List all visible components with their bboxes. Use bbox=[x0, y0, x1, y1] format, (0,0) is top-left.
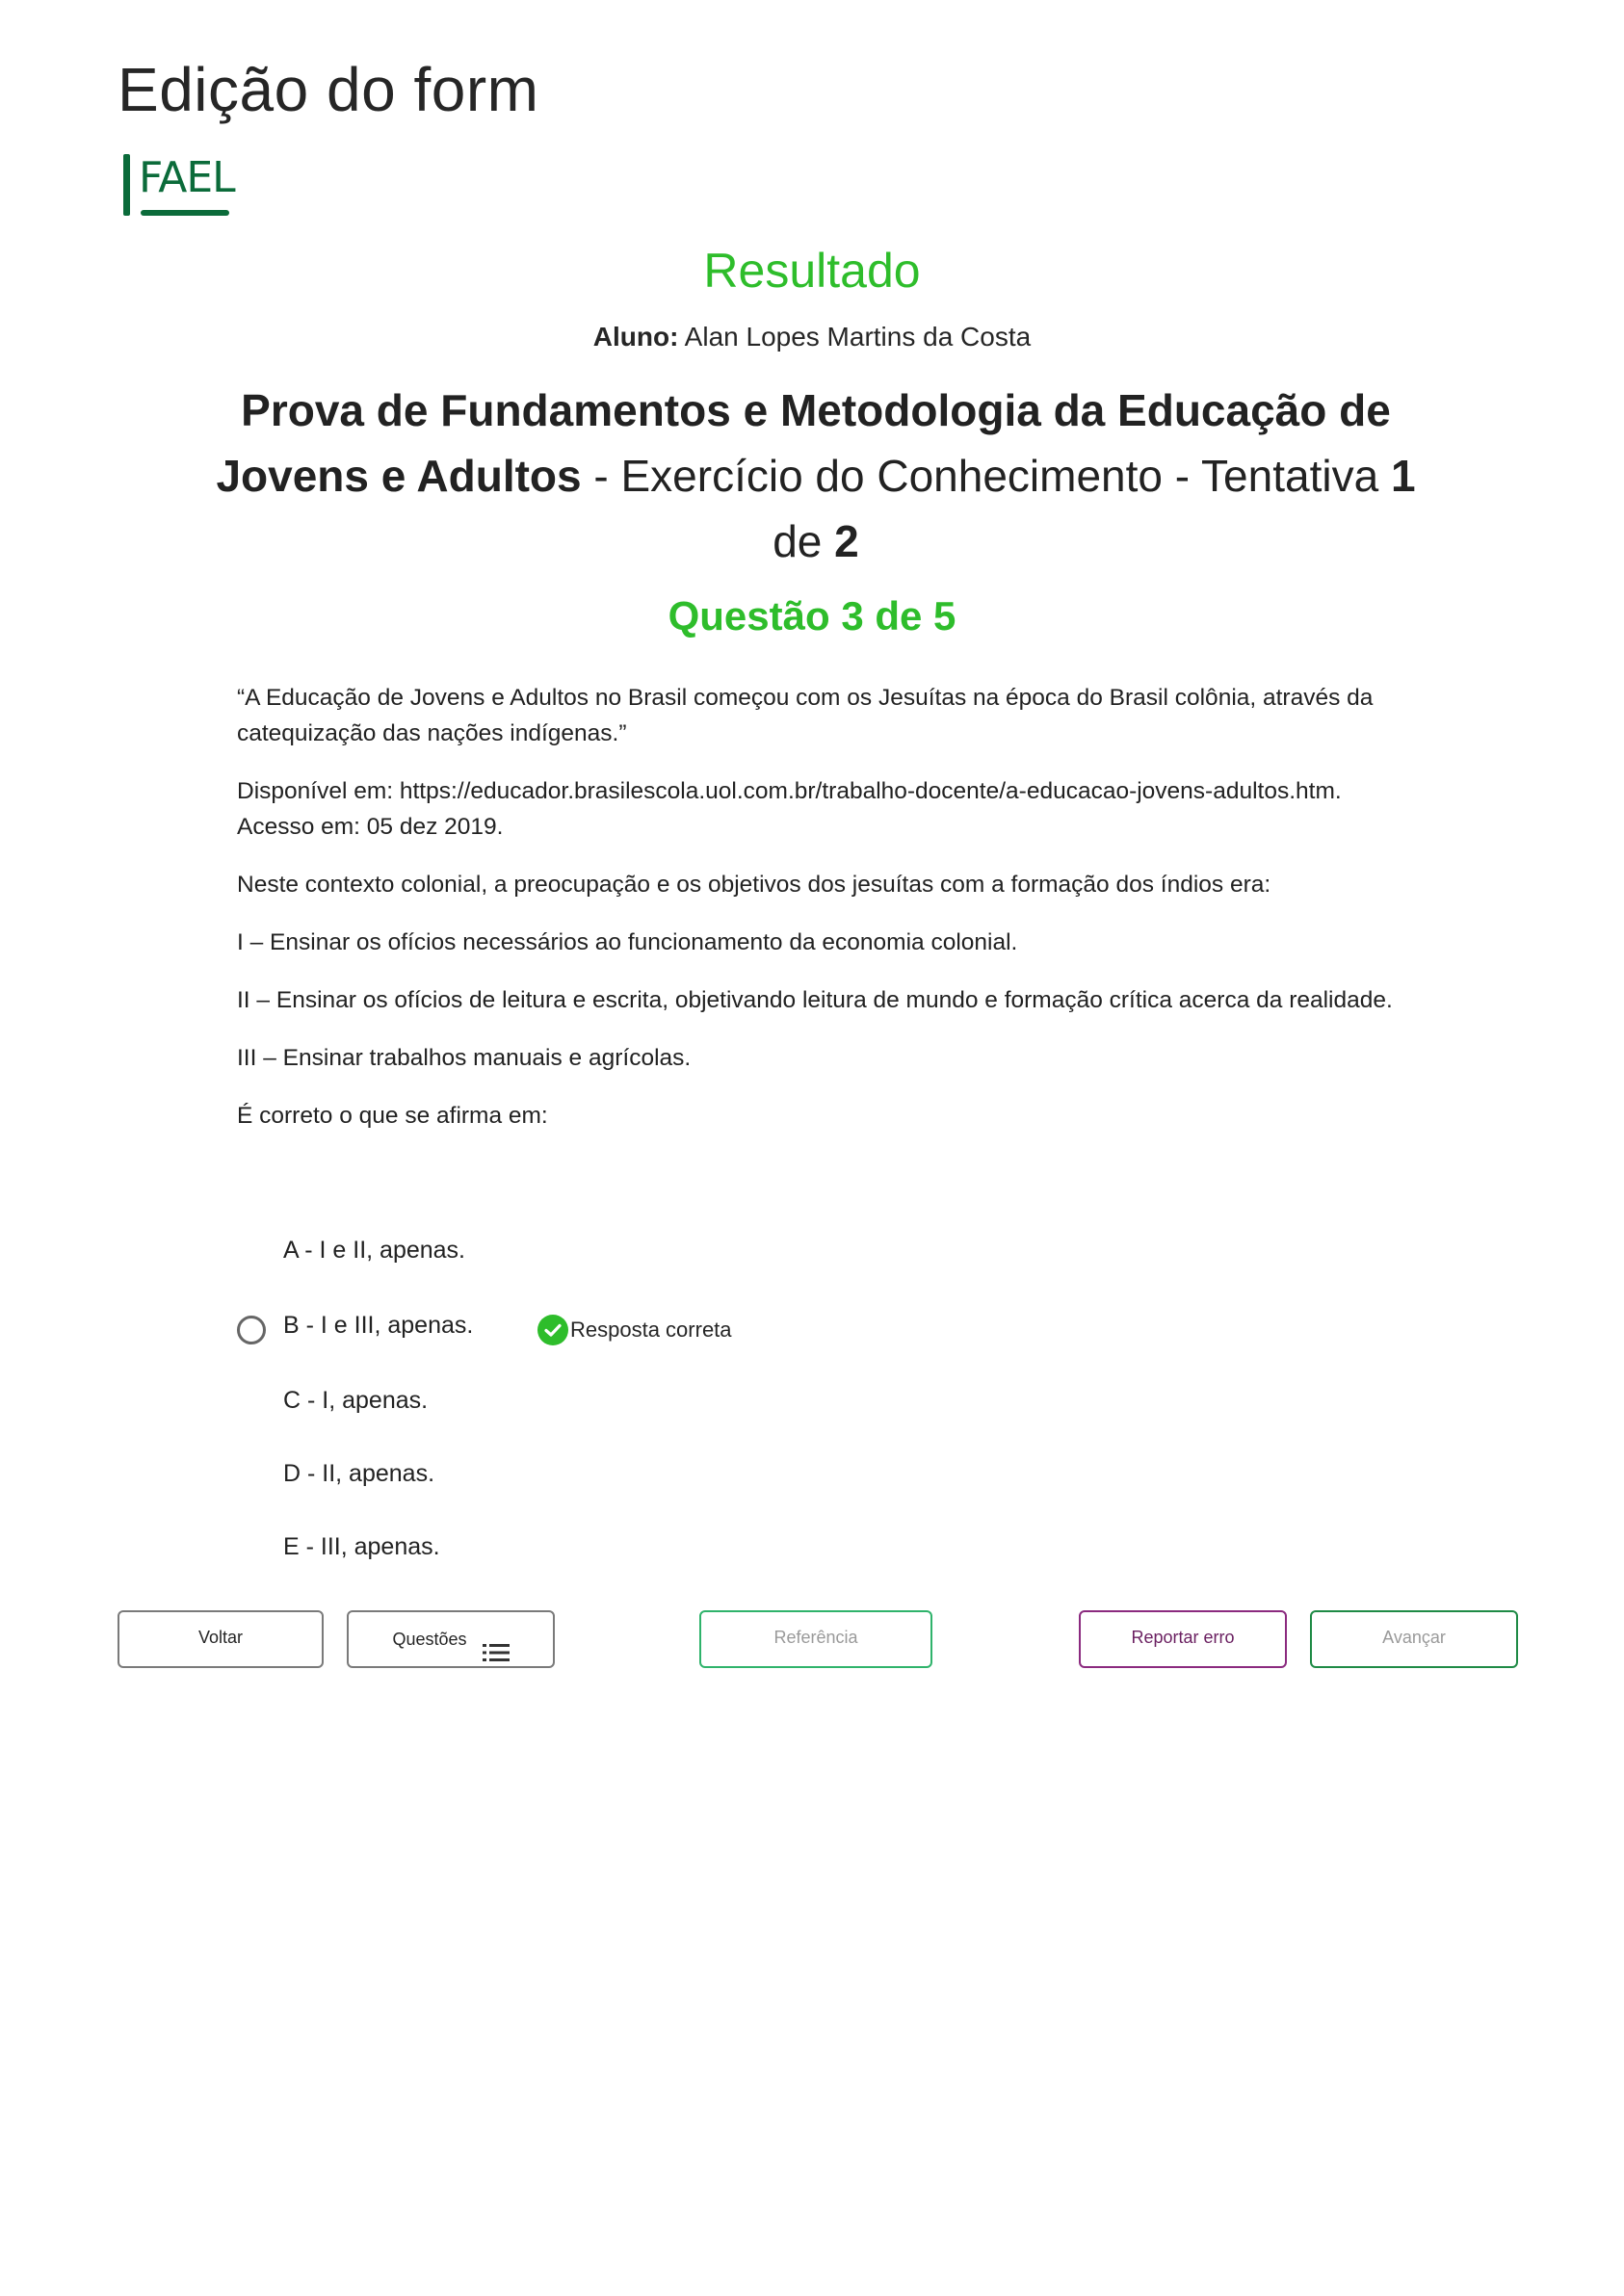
option-b[interactable]: B - I e III, apenas. bbox=[283, 1312, 474, 1339]
exam-title bbox=[214, 378, 1418, 574]
logo-text: FAEL bbox=[139, 153, 235, 202]
back-button[interactable]: Voltar bbox=[118, 1610, 324, 1668]
page-heading: Edição do form bbox=[118, 55, 539, 124]
question-paragraph-item-2: II – Ensinar os ofícios de leitura e escrita, objetivando leitura de mundo e formação crítica acerca da realidade. bbox=[237, 987, 1393, 1013]
option-c[interactable]: C - I, apenas. bbox=[283, 1387, 429, 1414]
question-paragraph-prompt: É correto o que se afirma em: bbox=[237, 1103, 548, 1129]
exam-title-bold: Prova de Fundamentos e Metodologia da Educação de Jovens e Adultos bbox=[216, 385, 1391, 501]
question-paragraph-item-1: I – Ensinar os ofícios necessários ao funcionamento da economia colonial. bbox=[237, 929, 1018, 955]
student-line bbox=[0, 322, 1624, 352]
logo-underline bbox=[141, 210, 229, 216]
result-title: Resultado bbox=[703, 244, 921, 298]
attempt-current: 1 bbox=[1390, 451, 1416, 501]
next-button[interactable]: Avançar bbox=[1310, 1610, 1518, 1668]
check-circle-icon bbox=[537, 1315, 568, 1345]
question-body bbox=[237, 680, 1412, 1156]
question-paragraph-item-3: III – Ensinar trabalhos manuais e agrícolas. bbox=[237, 1045, 692, 1071]
student-name: Alan Lopes Martins da Costa bbox=[684, 322, 1032, 352]
attempt-of: de bbox=[773, 516, 835, 566]
correct-label: Resposta correta bbox=[570, 1318, 732, 1342]
question-counter: Questão 3 de 5 bbox=[668, 593, 956, 639]
question-paragraph-context: Neste contexto colonial, a preocupação e os objetivos dos jesuítas com a formação dos índios era: bbox=[237, 872, 1271, 898]
question-paragraph-quote: “A Educação de Jovens e Adultos no Brasil começou com os Jesuítas na época do Brasil colônia, através da catequização das nações indígenas.” bbox=[237, 685, 1374, 746]
student-label: Aluno: bbox=[592, 322, 679, 352]
option-d[interactable]: D - II, apenas. bbox=[283, 1460, 435, 1487]
question-paragraph-source: Disponível em: https://educador.brasilescola.uol.com.br/trabalho-docente/a-educacao-jovens-adultos.htm. Acesso em: 05 dez 2019. bbox=[237, 778, 1342, 840]
list-icon bbox=[483, 1630, 510, 1649]
logo-bar bbox=[123, 154, 130, 216]
report-error-button[interactable]: Reportar erro bbox=[1079, 1610, 1287, 1668]
questions-button-label: Questões bbox=[392, 1630, 467, 1649]
correct-answer-indicator bbox=[537, 1314, 732, 1346]
radio-empty-icon[interactable] bbox=[237, 1316, 266, 1344]
exam-title-regular: - Exercício do Conhecimento - Tentativa bbox=[581, 451, 1391, 501]
option-e[interactable]: E - III, apenas. bbox=[283, 1533, 440, 1560]
reference-button[interactable]: Referência bbox=[699, 1610, 932, 1668]
fael-logo bbox=[123, 152, 235, 220]
attempt-total: 2 bbox=[834, 516, 859, 566]
option-a[interactable]: A - I e II, apenas. bbox=[283, 1237, 466, 1264]
questions-button[interactable] bbox=[347, 1610, 555, 1668]
